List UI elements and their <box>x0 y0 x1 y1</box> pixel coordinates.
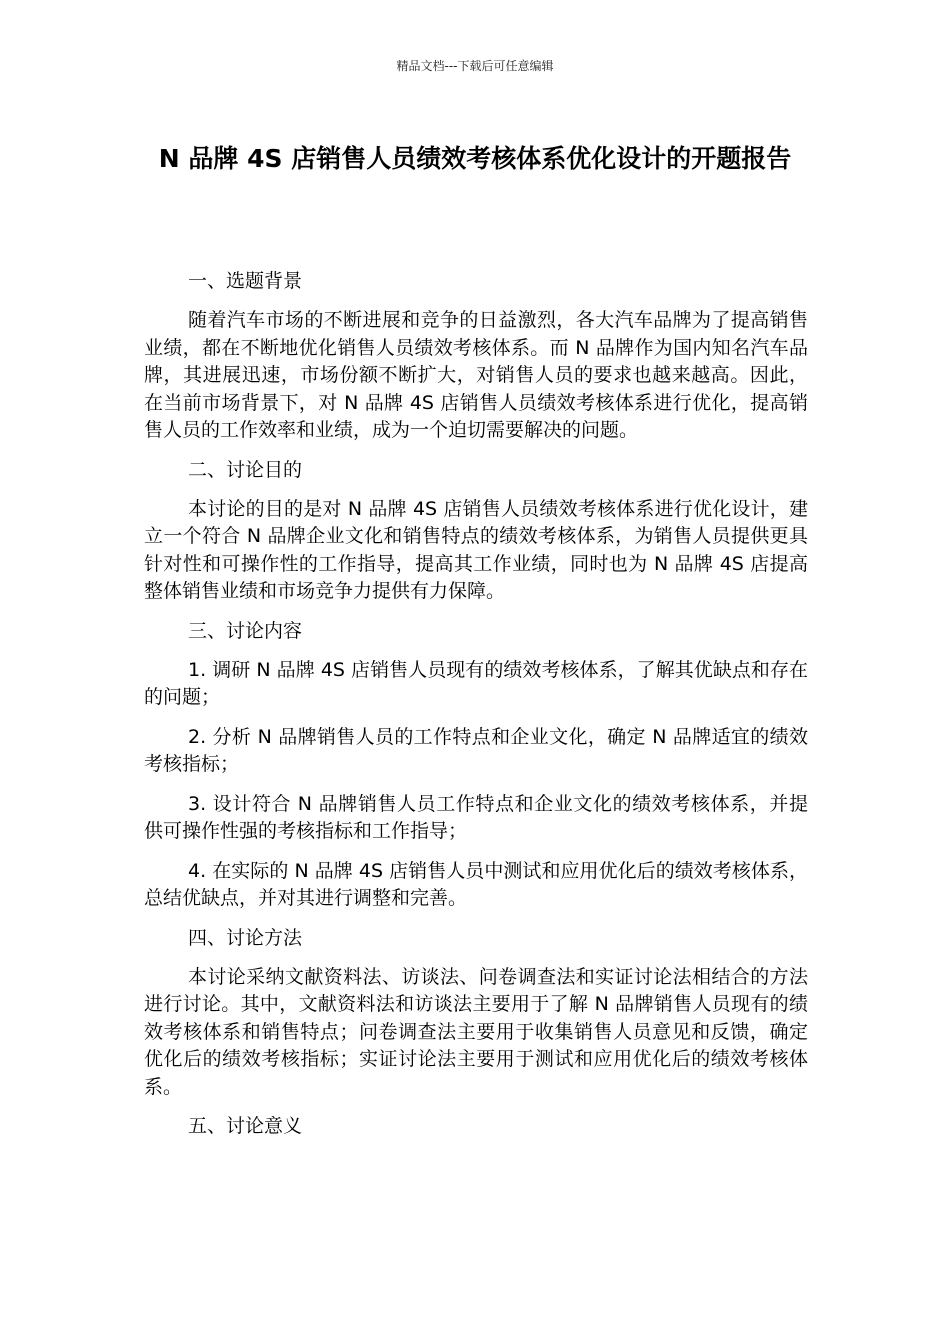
list-item: 4. 在实际的 N 品牌 4S 店销售人员中测试和应用优化后的绩效考核体系，总结优缺点，并对其进行调整和完善。 <box>144 859 808 909</box>
paragraph: 随着汽车市场的不断进展和竞争的日益激烈，各大汽车品牌为了提高销售业绩，都在不断地优化销售人员绩效考核体系。而 N 品牌作为国内知名汽车品牌，其进展迅速，市场份额不断扩大，对销售人员的要求也越来越高。因此，在当前市场背景下，对 N 品牌 4S 店销售人员绩效考核体系进行优化，提高销售人员的工作效率和业绩，成为一个迫切需要解决的问题。 <box>144 309 808 441</box>
section-heading: 三、讨论内容 <box>188 619 303 642</box>
section-heading: 一、选题背景 <box>188 270 303 292</box>
section-background <box>144 268 808 445</box>
list-item: 2. 分析 N 品牌销售人员的工作特点和企业文化，确定 N 品牌适宜的绩效考核指标； <box>144 725 808 775</box>
section-purpose <box>144 457 808 606</box>
section-heading: 五、讨论意义 <box>188 1115 303 1137</box>
list-item: 1. 调研 N 品牌 4S 店销售人员现有的绩效考核体系，了解其优缺点和存在的问题； <box>144 658 808 708</box>
section-content <box>144 618 808 913</box>
section-significance <box>144 1113 808 1140</box>
document-title: N 品牌 4S 店销售人员绩效考核体系优化设计的开题报告 <box>158 144 792 173</box>
paragraph: 本讨论采纳文献资料法、访谈法、问卷调查法和实证讨论法相结合的方法进行讨论。其中，文献资料法和访谈法主要用于了解 N 品牌销售人员现有的绩效考核体系和销售特点；问卷调查法主要用于收集销售人员意见和反馈，确定优化后的绩效考核指标；实证讨论法主要用于测试和应用优化后的绩效考核体系。 <box>144 965 808 1098</box>
section-method <box>144 925 808 1102</box>
section-heading: 二、讨论目的 <box>188 458 303 481</box>
page-header: 精品文档---下载后可任意编辑 <box>396 59 554 73</box>
document-body <box>144 268 808 1152</box>
paragraph: 本讨论的目的是对 N 品牌 4S 店销售人员绩效考核体系进行优化设计，建立一个符合 N 品牌企业文化和销售特点的绩效考核体系，为销售人员提供更具针对性和可操作性的工作指导，提高其工作业绩，同时也为 N 品牌 4S 店提高整体销售业绩和市场竞争力提供有力保障。 <box>144 497 808 602</box>
section-heading: 四、讨论方法 <box>188 926 303 949</box>
list-item: 3. 设计符合 N 品牌销售人员工作特点和企业文化的绩效考核体系，并提供可操作性强的考核指标和工作指导； <box>144 792 808 842</box>
